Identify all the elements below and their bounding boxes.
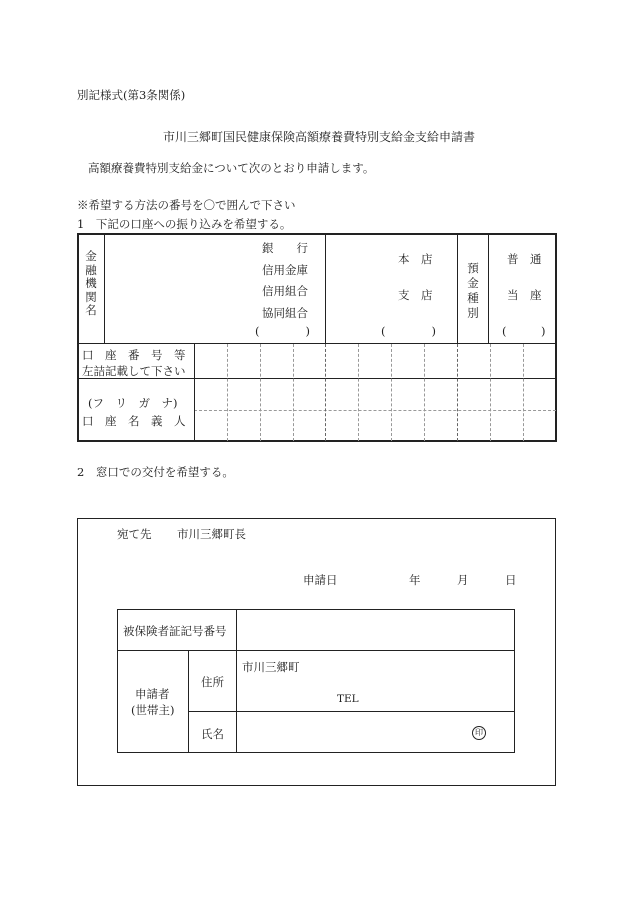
digit-separator: [424, 344, 425, 441]
account-number-note: 左詰記載して下さい: [82, 364, 186, 378]
deposit-type-header-char: 別: [467, 306, 479, 320]
addressee-label: 宛て先: [117, 527, 152, 541]
bank-table-divider: [325, 234, 326, 344]
option-1-text: 1 下記の口座への振り込みを希望する。: [77, 217, 292, 231]
branch-shiten: 支 店: [398, 288, 433, 302]
bank-table-divider: [104, 234, 105, 344]
deposit-type-header-char: 金: [467, 276, 479, 290]
insured-id-field[interactable]: [237, 611, 514, 649]
inst-type-shinkin: 信用金庫: [262, 263, 308, 277]
institution-header: [84, 250, 98, 318]
date-month: 月: [457, 573, 469, 587]
name-label: 氏名: [201, 727, 224, 741]
digit-separator: [227, 344, 228, 441]
intro-text: 高額療養費特別支給金について次のとおり申請します。: [88, 161, 375, 175]
deposit-type-header: [466, 261, 480, 321]
digit-separator: [260, 344, 261, 441]
account-holder-label: 口 座 名 義 人: [82, 414, 186, 428]
form-label: 別記様式(第3条関係): [77, 88, 186, 102]
institution-header-char: 融: [85, 262, 97, 277]
digit-separator: [325, 344, 326, 441]
bank-table-divider: [194, 344, 195, 441]
inst-type-bank: 銀 行: [262, 241, 308, 255]
bank-table-divider: [457, 234, 458, 344]
bank-table-divider: [488, 234, 489, 344]
instruction-text: ※希望する方法の番号を〇で囲んで下さい: [77, 198, 296, 212]
insured-id-label: 被保険者証記号番号: [123, 624, 227, 638]
institution-header-char: 金: [85, 249, 97, 263]
applicant-table-row-line: [118, 650, 514, 651]
inst-type-other: ( ): [255, 324, 310, 338]
institution-header-char: 関: [85, 289, 97, 304]
address-value: 市川三郷町: [242, 660, 300, 674]
tel-label: TEL: [337, 693, 359, 705]
digit-separator: [358, 344, 359, 441]
applicant-sub-label: (世帯主): [131, 703, 175, 717]
inst-type-kyodo: 協同組合: [262, 306, 308, 320]
branch-honten: 本 店: [398, 252, 433, 266]
furigana-label: (フ リ ガ ナ): [88, 396, 178, 410]
inst-type-shinkumi: 信用組合: [262, 284, 308, 298]
digit-separator: [457, 344, 458, 441]
option-2-text: 2 窓口での交付を希望する。: [77, 465, 234, 479]
deposit-other: ( ): [502, 324, 546, 338]
digit-separator: [391, 344, 392, 441]
bank-table-row-line: [194, 410, 556, 411]
branch-other: ( ): [381, 324, 436, 338]
deposit-type-header-char: 預: [467, 261, 479, 275]
address-label: 住所: [201, 675, 224, 689]
applicant-label: 申請者: [135, 687, 170, 701]
page-title: 市川三郷町国民健康保険高額療養費特別支給金支給申請書: [163, 130, 476, 144]
digit-separator: [523, 344, 524, 441]
bank-table-row-line: [78, 343, 556, 344]
date-year: 年: [409, 573, 421, 587]
digit-separator: [490, 344, 491, 441]
addressee-value: 市川三郷町長: [177, 527, 246, 541]
address-field[interactable]: [237, 652, 514, 710]
institution-header-char: 名: [85, 303, 97, 317]
seal-mark: [472, 724, 486, 740]
institution-header-char: 機: [85, 276, 97, 290]
deposit-type-header-char: 種: [467, 291, 479, 305]
applicant-table-divider: [188, 651, 189, 752]
deposit-futsu: 普 通: [507, 252, 542, 266]
seal-icon: 印: [472, 726, 486, 740]
date-label: 申請日: [303, 573, 338, 587]
account-number-label: 口 座 番 号 等: [82, 348, 186, 362]
date-day: 日: [505, 573, 517, 587]
digit-separator: [293, 344, 294, 441]
deposit-touza: 当 座: [507, 288, 542, 302]
